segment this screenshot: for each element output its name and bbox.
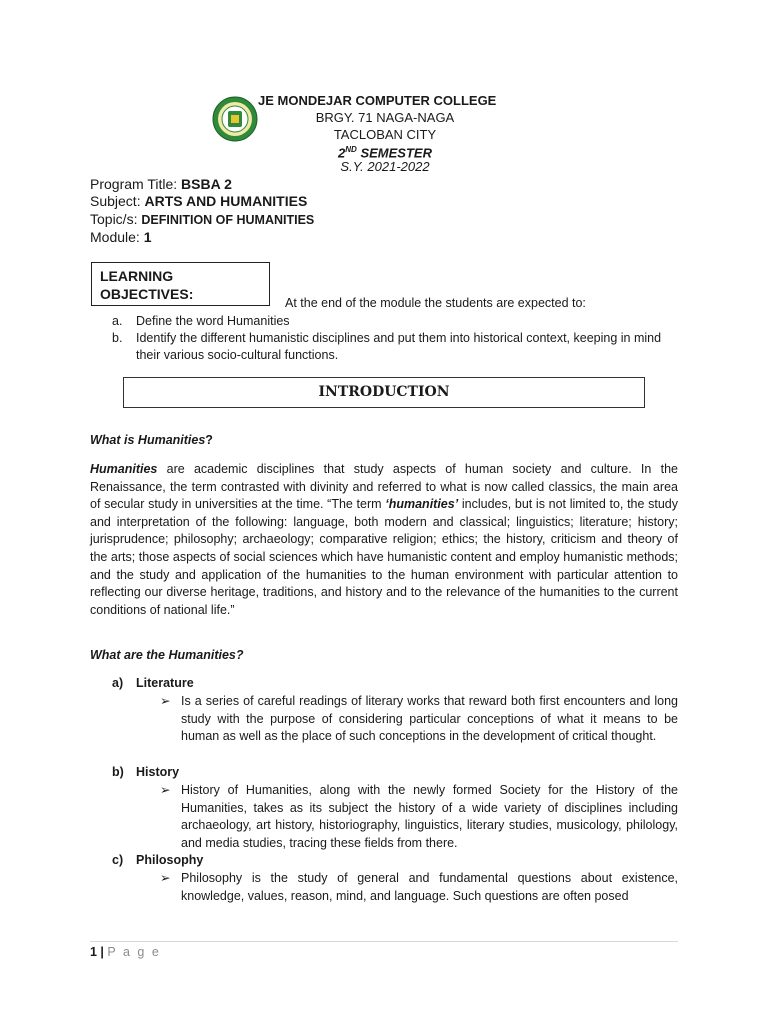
program-label: Program Title: [90, 176, 182, 192]
topic [90, 211, 314, 229]
paragraph-part-1: are academic disciplines that study aspects of human society and culture. In the Renaissance, the term contrasted with divinity and referred to what is now called classics, the main area of secular study in universities at the time. “The term [90, 462, 678, 512]
module-value: 1 [143, 229, 152, 245]
learning-objectives-line-2: OBJECTIVES: [100, 286, 194, 302]
semester-word: SEMESTER [356, 145, 432, 161]
introduction-heading: INTRODUCTION [123, 377, 645, 408]
page-label: P a g e [107, 945, 161, 959]
topic-label: Topic/s: [90, 211, 142, 227]
section-title: Philosophy [136, 853, 204, 867]
section-text: History of Humanities, along with the newly formed Society for the History of the Humanities, takes as its subject the history of a wide variety of disciplines including archaeology, art history, historiography, linguistics, literary studies, musicology, philology, and media studies, tracing these fields from there. [181, 783, 678, 850]
objectives-intro: At the end of the module the students are expected to: [285, 296, 586, 310]
section-bullet-history [160, 782, 678, 852]
term-humanities-quoted: ‘humanities’ [385, 497, 459, 512]
college-seal-logo [212, 96, 258, 142]
address-line-2: TACLOBAN CITY [333, 127, 437, 142]
page-separator: | [96, 945, 108, 959]
section-title: Literature [136, 676, 194, 690]
subject-value: ARTS AND HUMANITIES [144, 193, 308, 209]
question-what-are-the-humanities: What are the Humanities? [90, 648, 244, 662]
section-title: History [136, 765, 180, 779]
question-text: What is Humanities [90, 433, 206, 447]
humanities-definition-paragraph [90, 461, 678, 619]
arrow-bullet-icon: ➢ [160, 783, 171, 797]
school-year: S.Y. 2021-2022 [340, 159, 430, 174]
footer-divider [90, 941, 678, 942]
objective-item [112, 313, 678, 330]
college-name: JE MONDEJAR COMPUTER COLLEGE [258, 93, 497, 108]
section-marker: a) [112, 676, 124, 690]
section-text: Philosophy is the study of general and fundamental questions about existence, knowledge, values, reason, mind, and language. Such questions are often posed [181, 871, 678, 903]
question-mark: ? [205, 433, 213, 447]
learning-objectives-line-1: LEARNING [100, 268, 174, 284]
topic-value: DEFINITION OF HUMANITIES [141, 213, 315, 227]
address-line-1: BRGY. 71 NAGA-NAGA [315, 110, 455, 125]
objective-marker: a. [112, 314, 123, 328]
objectives-list [112, 313, 678, 364]
section-bullet-literature [160, 693, 678, 746]
section-heading-history [112, 765, 179, 779]
page-number: 1 [90, 945, 97, 959]
objective-marker: b. [112, 331, 123, 345]
program-title [90, 176, 232, 193]
arrow-bullet-icon: ➢ [160, 694, 171, 708]
section-bullet-philosophy [160, 870, 678, 905]
section-heading-literature [112, 676, 194, 690]
term-humanities: Humanities [90, 462, 158, 476]
subject [90, 193, 307, 210]
objective-item [112, 330, 678, 364]
paragraph-part-2: includes, but is not limited to, the study and interpretation of the following: language, both modern and classical; linguistics; literature; history; jurisprudence; philosophy; archaeology; comparative religion; ethics; the history, criticism and theory of the arts; those aspects of social sciences which have humanistic content and employ humanistic methods; and the study and application of the humanities to the human environment with particular attention to reflecting our diverse heritage, traditions, and history and to the relevance of the humanities to the current conditions of national life.” [90, 497, 679, 617]
section-marker: c) [112, 853, 124, 867]
objective-text: Define the word Humanities [136, 314, 290, 328]
subject-label: Subject: [90, 193, 145, 209]
section-heading-philosophy [112, 853, 203, 867]
semester-number: 2 [338, 145, 346, 161]
section-text: Is a series of careful readings of literary works that reward both first encounters and long study with the purpose of considering particular conceptions of what it means to be human as well as the place of such conceptions in the development of critical thought. [181, 694, 678, 744]
module [90, 229, 152, 246]
page-footer [90, 945, 161, 959]
arrow-bullet-icon: ➢ [160, 871, 171, 885]
module-label: Module: [90, 229, 144, 245]
objective-text: Identify the different humanistic disciplines and put them into historical context, keeping in mind their various socio-cultural functions. [136, 331, 662, 362]
semester-superscript: ND [345, 145, 357, 154]
section-marker: b) [112, 765, 124, 779]
question-what-is-humanities [90, 433, 213, 447]
program-value: BSBA 2 [181, 176, 232, 192]
learning-objectives-box [91, 262, 270, 306]
